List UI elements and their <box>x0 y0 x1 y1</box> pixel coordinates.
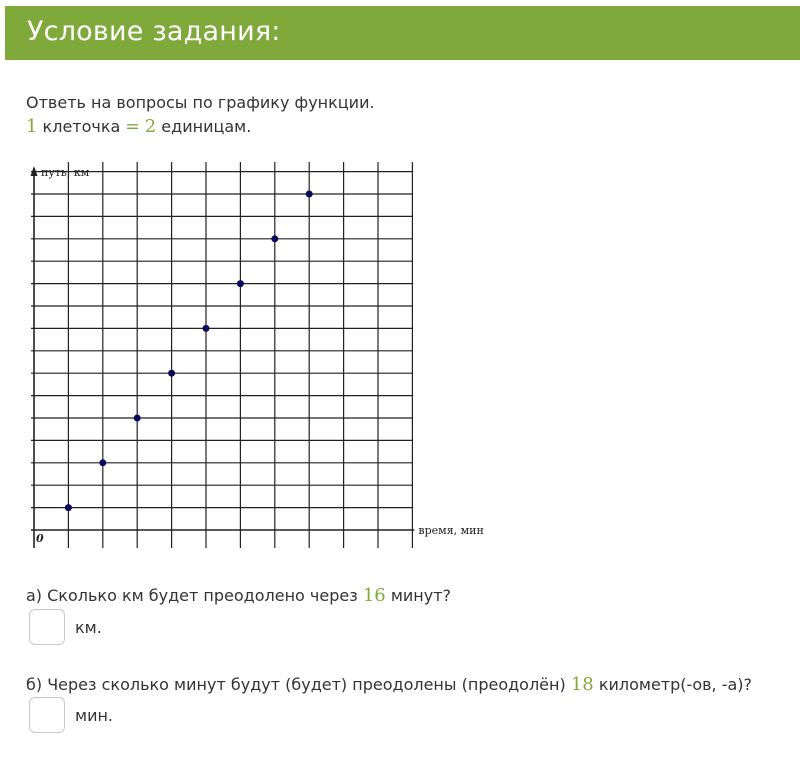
chart-axes <box>31 166 415 548</box>
scale-equals: = <box>125 117 140 137</box>
origin-label: 0 <box>36 532 44 545</box>
data-point <box>168 370 175 377</box>
answer-a-unit: км. <box>75 618 102 637</box>
question-b-value: 18 <box>570 674 594 695</box>
question-b <box>26 674 752 696</box>
task-title: Условие задания: <box>27 16 281 47</box>
function-chart <box>20 162 500 557</box>
question-b-prefix: б) Через сколько минут будут (будет) преодолены (преодолён) <box>26 675 566 694</box>
data-point <box>237 280 244 287</box>
question-b-suffix: километр(-ов, -а)? <box>598 675 753 694</box>
data-point <box>134 415 141 422</box>
task-header <box>5 6 800 60</box>
answer-b-unit: мин. <box>75 706 114 725</box>
data-point <box>271 235 278 242</box>
scale-units-number: 2 <box>144 116 157 137</box>
data-point <box>306 191 313 198</box>
data-point <box>203 325 210 332</box>
scale-cells-label: клеточка <box>42 117 121 136</box>
scale-cells-number: 1 <box>26 116 38 137</box>
y-axis-label: путь, км <box>41 166 90 179</box>
question-a-prefix: а) Сколько км будет преодолено через <box>26 586 358 605</box>
scale-units-label: единицам. <box>161 117 252 136</box>
x-axis-label: время, мин <box>418 524 484 537</box>
chart-points <box>65 162 382 511</box>
answer-b-input[interactable] <box>29 697 65 733</box>
data-point <box>99 459 106 466</box>
scale-note <box>26 115 375 139</box>
question-a <box>26 585 451 607</box>
task-intro <box>26 91 375 139</box>
question-a-value: 16 <box>362 585 386 606</box>
answer-a-input[interactable] <box>29 609 65 645</box>
intro-text: Ответь на вопросы по графику функции. <box>26 93 375 112</box>
data-point <box>65 504 72 511</box>
question-a-suffix: минут? <box>390 586 452 605</box>
chart-grid <box>31 162 412 548</box>
